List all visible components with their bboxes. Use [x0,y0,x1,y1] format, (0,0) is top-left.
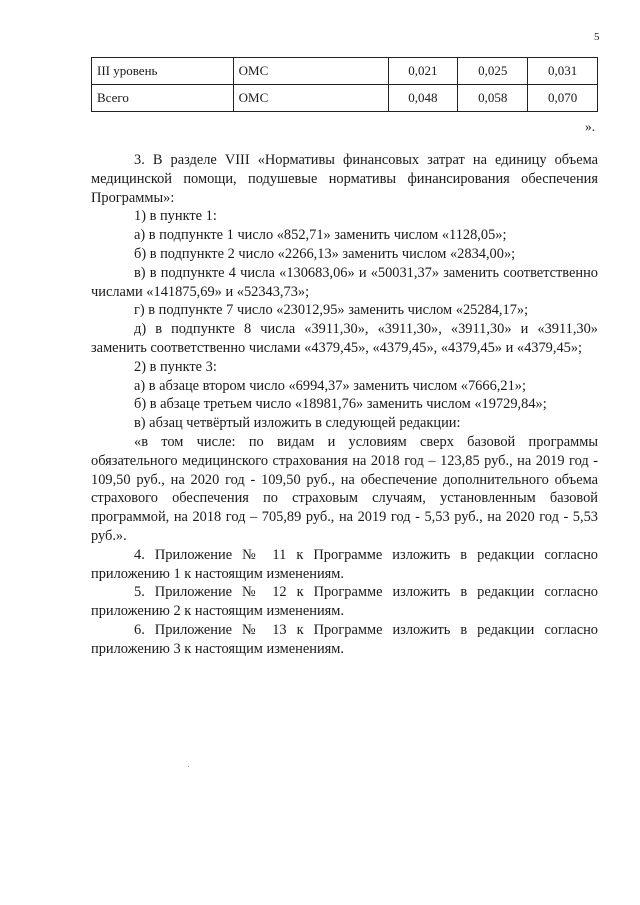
paragraph: в) в подпункте 4 числа «130683,06» и «50031,37» заменить соответственно числами «141875,69» и «52343,73»; [91,264,598,300]
paragraph: г) в подпункте 7 число «23012,95» заменить числом «25284,17»; [134,302,529,319]
table-cell-level: III уровень [92,58,234,85]
paragraph: 5. Приложение № 12 к Программе изложить в редакции согласно приложению 2 к настоящим изменениям. [91,584,598,620]
table-cell-value: 0,058 [458,85,528,112]
paragraph: 1) в пункте 1: [134,208,217,225]
table-cell-value: 0,021 [388,58,458,85]
paragraph: а) в подпункте 1 число «852,71» заменить числом «1128,05»; [134,227,507,244]
table-cell-type: ОМС [233,58,388,85]
paragraph: б) в подпункте 2 число «2266,13» заменить числом «2834,00»; [134,245,516,262]
paragraph: д) в подпункте 8 числа «3911,30», «3911,30», «3911,30» и «3911,30» заменить соответственно числами «4379,45», «4379,45», «4379,45» и «4379,45»; [91,321,598,356]
paragraph: в) абзац четвёртый изложить в следующей редакции: [134,415,461,432]
paragraph: 6. Приложение № 13 к Программе изложить в редакции согласно приложению 3 к настоящим изменениям. [91,621,598,657]
paragraph: 2) в пункте 3: [134,358,217,375]
table-row [92,58,598,85]
norms-table [91,57,598,112]
table-cell-type: ОМС [233,85,388,112]
paragraph: 3. В разделе VIII «Нормативы финансовых затрат на единицу объема медицинской помощи, подушевые нормативы финансирования обеспечения Программы»: [91,152,598,206]
table-cell-value: 0,048 [388,85,458,112]
scan-speck [188,766,189,767]
paragraph: «в том числе: по видам и условиям сверх базовой программы обязательного медицинского страхования на 2018 год – 123,85 руб., на 2019 год - 109,50 руб., на 2020 год - 109,50 руб., на обеспечение дополнительного объема страхового обеспечения по страховым случаям, установленным базовой программой, на 2018 год – 705,89 руб., на 2019 год - 5,53 руб., на 2020 год - 5,53 руб.». [91,433,598,544]
table-row [92,85,598,112]
table-cell-value: 0,070 [528,85,598,112]
table-cell-value: 0,025 [458,58,528,85]
table-cell-value: 0,031 [528,58,598,85]
page-number: 5 [594,31,600,43]
paragraph: б) в абзаце третьем число «18981,76» заменить числом «19729,84»; [134,396,547,413]
paragraph: 4. Приложение № 11 к Программе изложить в редакции согласно приложению 1 к настоящим изменениям. [91,546,598,582]
document-body [91,151,598,659]
table-cell-level: Всего [92,85,234,112]
closing-quote: ». [585,119,596,134]
paragraph: а) в абзаце втором число «6994,37» заменить числом «7666,21»; [134,377,526,394]
